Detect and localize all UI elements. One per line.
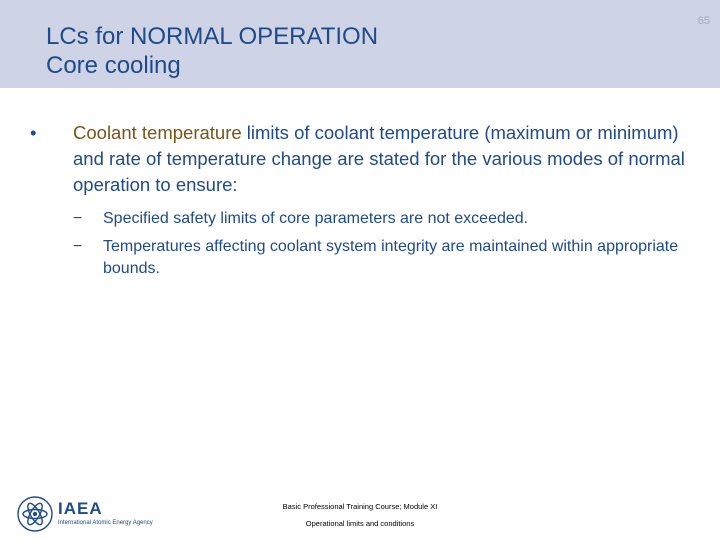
footer-course: Basic Professional Training Course; Module XI [282, 502, 438, 511]
bullet-icon: • [30, 122, 37, 143]
dash-icon: − [73, 210, 83, 227]
bullet-term: Coolant temperature [73, 122, 242, 143]
sub-list [30, 208, 690, 280]
dash-icon: − [73, 238, 83, 255]
bullet-item [30, 120, 690, 198]
sub-item-text: Temperatures affecting coolant system integrity are maintained within appropriate bounds. [103, 238, 679, 277]
title-line-1: LCs for NORMAL OPERATION [46, 23, 379, 50]
bullet-text: limits of coolant temperature (maximum or minimum) and rate of temperature change are stated for the various modes of normal operation to ensure: [73, 122, 685, 195]
title-line-2: Core cooling [46, 52, 181, 79]
footer-module-title: Operational limits and conditions [305, 519, 415, 528]
logo-text: IAEA [58, 499, 103, 518]
sub-item-text: Specified safety limits of core parameters are not exceeded. [103, 210, 529, 227]
slide-title [46, 22, 378, 80]
sub-item [30, 208, 690, 230]
sub-item [30, 236, 690, 280]
logo-subtext: International Atomic Energy Agency [58, 520, 153, 526]
page-number: 65 [697, 15, 710, 27]
slide-content [30, 120, 690, 286]
